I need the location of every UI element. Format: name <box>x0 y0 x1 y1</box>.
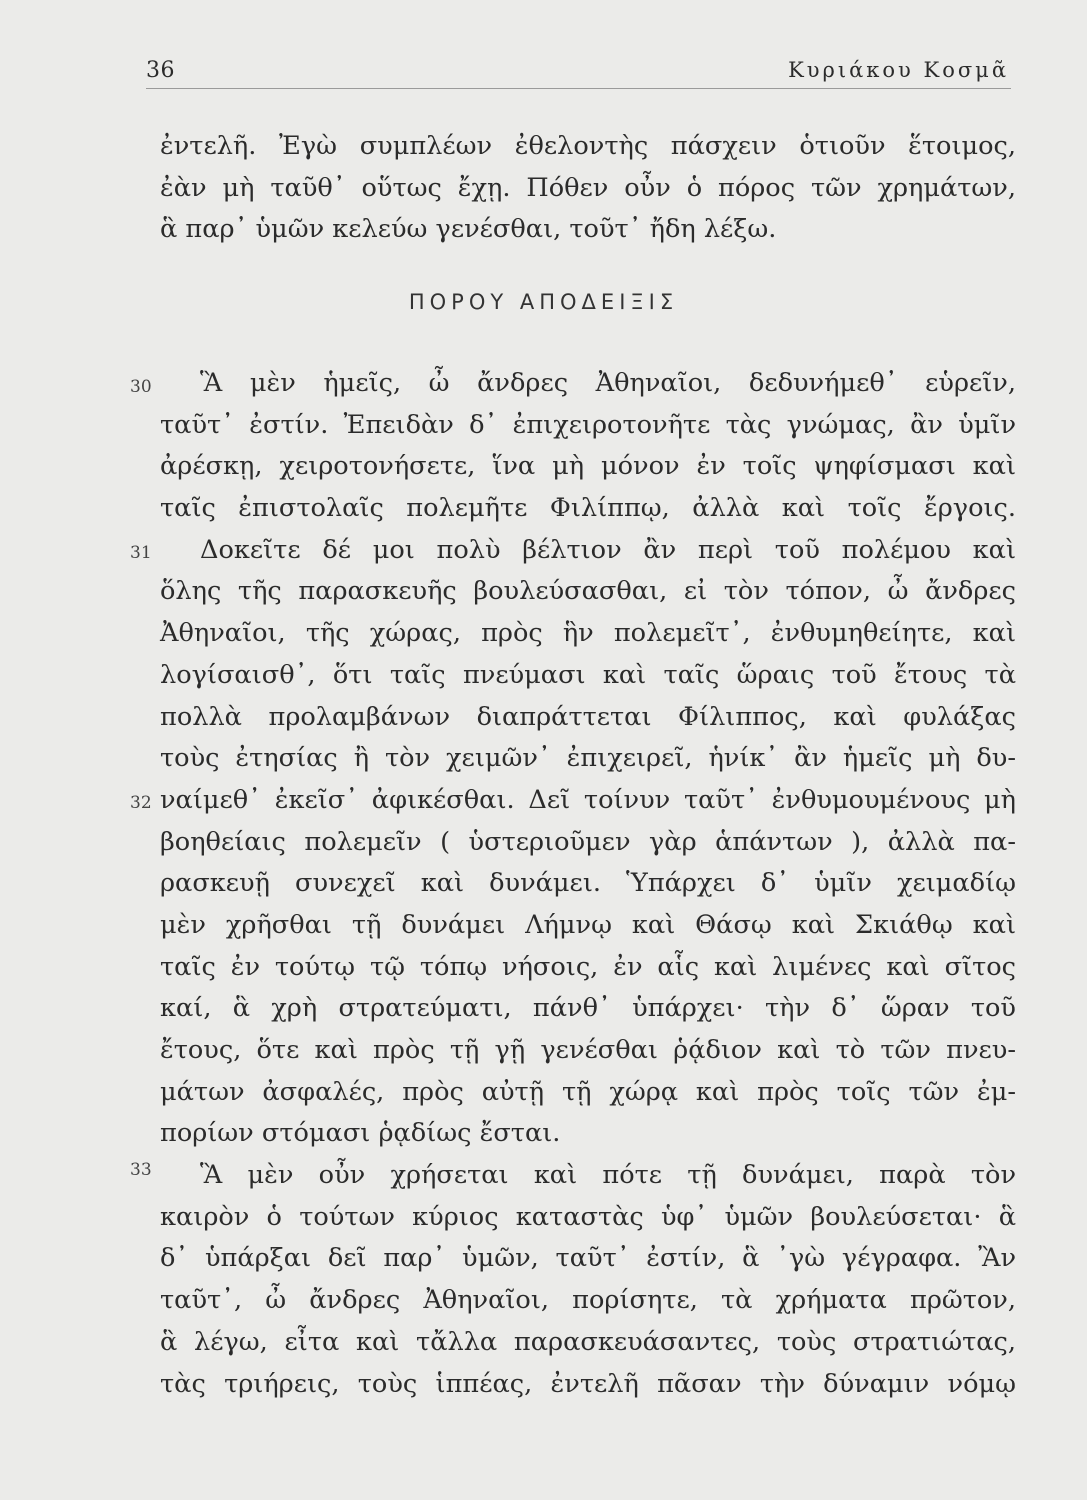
main-text <box>160 363 1016 1405</box>
text-line: βοηθείαις πολεμεῖν ( ὑστεριοῦμεν γὰρ ἁπάντων ), ἀλλὰ πα- <box>160 826 1016 857</box>
text-line: Ἃ μὲν ἡμεῖς, ὦ ἄνδρες Ἀθηναῖοι, δεδυνήμεθ᾽ εὑρεῖν, <box>200 368 1016 398</box>
text-line: τοὺς ἐτησίας ἢ τὸν χειμῶν᾽ ἐπιχειρεῖ, ἡνίκ᾽ ἂν ἡμεῖς μὴ δυ- <box>160 743 1016 774</box>
running-head: Κυριάκου Κοσμᾶ <box>788 58 1009 82</box>
text-line: καιρὸν ὁ τούτων κύριος καταστὰς ὑφ᾽ ὑμῶν βουλεύσεται· ἃ <box>160 1201 1016 1232</box>
text-line: ταῖς ἐν τούτῳ τῷ τόπῳ νήσοις, ἐν αἷς καὶ λιμένες καὶ σῖτος <box>160 951 1016 982</box>
text-line: ἃ παρ᾽ ὑμῶν κελεύω γενέσθαι, τοῦτ᾽ ἤδη λέξω. <box>160 214 777 245</box>
text-line: λογίσαισθ᾽, ὅτι ταῖς πνεύμασι καὶ ταῖς ὥραις τοῦ ἔτους τὰ <box>160 659 1016 690</box>
text-line: ταῦτ᾽, ὦ ἄνδρες Ἀθηναῖοι, πορίσητε, τὰ χρήματα πρῶτον, <box>160 1285 1016 1316</box>
text-line: πορίων στόμασι ῥᾳδίως ἔσται. <box>160 1118 561 1149</box>
text-line: ἀρέσκῃ, χειροτονήσετε, ἵνα μὴ μόνον ἐν τοῖς ψηφίσμασι καὶ <box>160 451 1016 482</box>
text-line: πολλὰ προλαμβάνων διαπράττεται Φίλιππος, καὶ φυλάξας <box>160 701 1016 732</box>
margin-number-31: 31 <box>130 543 152 563</box>
text-line: Ἀθηναῖοι, τῆς χώρας, πρὸς ἣν πολεμεῖτ᾽, ἐνθυμηθείητε, καὶ <box>160 618 1016 649</box>
text-line: ρασκευῇ συνεχεῖ καὶ δυνάμει. Ὑπάρχει δ᾽ ὑμῖν χειμαδίῳ <box>160 868 1016 899</box>
header-rule <box>146 88 1011 89</box>
page-number: 36 <box>146 58 175 83</box>
text-line: ἐντελῆ. Ἐγὼ συμπλέων ἐθελοντὴς πάσχειν ὁτιοῦν ἕτοιμος, <box>160 131 1016 161</box>
margin-number-32: 32 <box>130 793 152 813</box>
text-line: ἃ λέγω, εἶτα καὶ τἄλλα παρασκευάσαντες, τοὺς στρατιώτας, <box>160 1326 1016 1357</box>
margin-number-33: 33 <box>130 1160 152 1180</box>
text-line: μάτων ἀσφαλές, πρὸς αὐτῇ τῇ χώρᾳ καὶ πρὸς τοῖς τῶν ἐμ- <box>160 1076 1016 1107</box>
text-line: ναίμεθ᾽ ἐκεῖσ᾽ ἀφικέσθαι. Δεῖ τοίνυν ταῦτ᾽ ἐνθυμουμένους μὴ <box>160 784 1016 815</box>
text-line: Ἃ μὲν οὖν χρήσεται καὶ πότε τῇ δυνάμει, παρὰ τὸν <box>200 1160 1016 1191</box>
text-line: ταῦτ᾽ ἐστίν. Ἐπειδὰν δ᾽ ἐπιχειροτονῆτε τὰς γνώμας, ἂν ὑμῖν <box>160 409 1016 440</box>
text-line: Δοκεῖτε δέ μοι πολὺ βέλτιον ἂν περὶ τοῦ πολέμου καὶ <box>200 534 1016 565</box>
text-line: ταῖς ἐπιστολαῖς πολεμῆτε Φιλίππῳ, ἀλλὰ καὶ τοῖς ἔργοις. <box>160 493 1016 524</box>
text-line: ἔτους, ὅτε καὶ πρὸς τῇ γῇ γενέσθαι ῥᾴδιον καὶ τὸ τῶν πνευ- <box>160 1035 1016 1065</box>
text-line: τὰς τριήρεις, τοὺς ἱππέας, ἐντελῆ πᾶσαν τὴν δύναμιν νόμῳ <box>160 1368 1016 1399</box>
text-line: ἐὰν μὴ ταῦθ᾽ οὕτως ἔχῃ. Πόθεν οὖν ὁ πόρος τῶν χρημάτων, <box>160 172 1016 203</box>
intro-paragraph <box>160 126 1016 251</box>
section-heading: ΠΟΡΟΥ ΑΠΟΔΕΙΞΙΣ <box>408 290 679 314</box>
text-line: καί, ἃ χρὴ στρατεύματι, πάνθ᾽ ὑπάρχει· τὴν δ᾽ ὥραν τοῦ <box>160 993 1016 1024</box>
text-line: ὅλης τῆς παρασκευῆς βουλεύσασθαι, εἰ τὸν τόπον, ὦ ἄνδρες <box>160 576 1016 607</box>
margin-number-30: 30 <box>130 377 152 397</box>
text-line: μὲν χρῆσθαι τῇ δυνάμει Λήμνῳ καὶ Θάσῳ καὶ Σκιάθῳ καὶ <box>160 909 1016 940</box>
text-line: δ᾽ ὑπάρξαι δεῖ παρ᾽ ὑμῶν, ταῦτ᾽ ἐστίν, ἃ ᾽γὼ γέγραφα. Ἂν <box>160 1243 1016 1274</box>
